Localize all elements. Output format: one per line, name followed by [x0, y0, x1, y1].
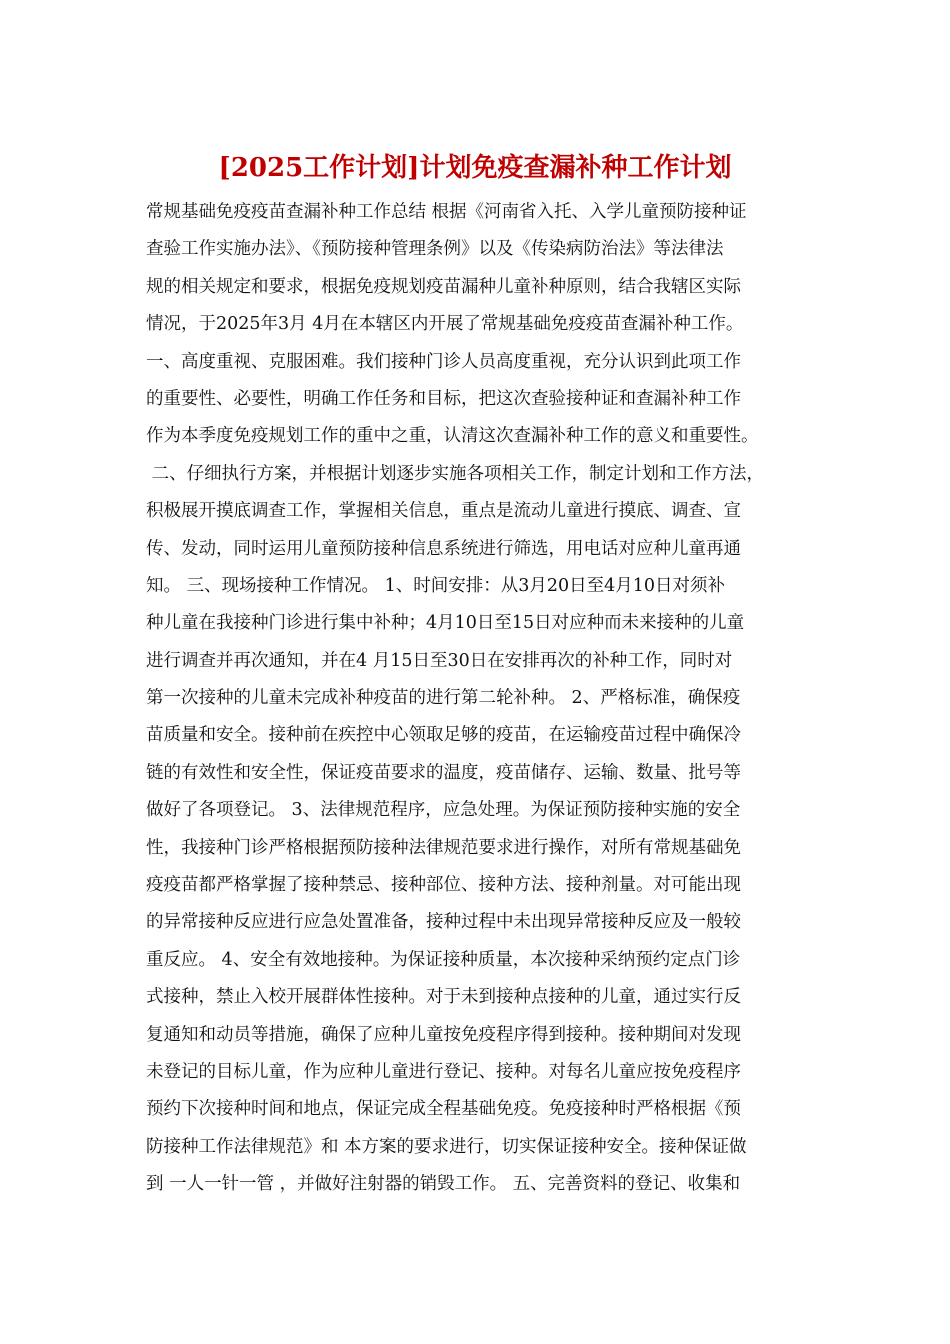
body-line: 的异常接种反应进行应急处置准备，接种过程中未出现异常接种反应及一般较 [146, 912, 741, 933]
body-line: 疫疫苗都严格掌握了接种禁忌、接种部位、接种方法、接种剂量。对可能出现 [146, 875, 741, 896]
body-line: 第一次接种的儿童未完成补种疫苗的进行第二轮补种。 2、严格标准，确保疫 [146, 688, 741, 709]
body-line: 做好了各项登记。 3、法律规范程序，应急处理。为保证预防接种实施的安全 [146, 800, 741, 821]
body-line: 作为本季度免疫规划工作的重中之重，认清这次查漏补种工作的意义和重要性。 [146, 426, 759, 447]
body-line: 复通知和动员等措施，确保了应种儿童按免疫程序得到接种。接种期间对发现 [146, 1024, 741, 1045]
body-line: 链的有效性和安全性，保证疫苗要求的温度，疫苗储存、运输、数量、批号等 [146, 762, 741, 783]
body-line: 到 一人一针一管 ，并做好注射器的销毁工作。 五、完善资料的登记、收集和 [146, 1174, 741, 1195]
body-line: 未登记的目标儿童，作为应种儿童进行登记、接种。对每名儿童应按免疫程序 [146, 1061, 741, 1082]
body-line: 性，我接种门诊严格根据预防接种法律规范要求进行操作，对所有常规基础免 [146, 837, 741, 858]
body-line: 知。 三、现场接种工作情况。 1、时间安排：从3月20日至4月10日对须补 [146, 575, 726, 596]
body-line: 式接种，禁止入校开展群体性接种。对于未到接种点接种的儿童，通过实行反 [146, 987, 741, 1008]
body-line: 进行调查并再次通知，并在4 月15日至30日在安排再次的补种工作，同时对 [146, 650, 733, 671]
body-line: 积极展开摸底调查工作，掌握相关信息，重点是流动儿童进行摸底、调查、宣 [146, 501, 741, 522]
body-line: 的重要性、必要性，明确工作任务和目标，把这次查验接种证和查漏补种工作 [146, 388, 741, 409]
body-line: 种儿童在我接种门诊进行集中补种；4月10日至15日对应种而未来接种的儿童 [146, 613, 745, 634]
document-title: [2025工作计划]计划免疫查漏补种工作计划 [218, 153, 732, 183]
body-line: 防接种工作法律规范》和 本方案的要求进行，切实保证接种安全。接种保证做 [146, 1136, 747, 1157]
body-line: 查验工作实施办法》、《预防接种管理条例》以及《传染病防治法》等法律法 [146, 239, 724, 260]
body-line: 二、仔细执行方案，并根据计划逐步实施各项相关工作，制定计划和工作方法， [146, 463, 765, 484]
body-line: 一、高度重视、克服困难。我们接种门诊人员高度重视，充分认识到此项工作 [146, 351, 741, 372]
body-line: 苗质量和安全。接种前在疾控中心领取足够的疫苗，在运输疫苗过程中确保冷 [146, 725, 741, 746]
body-line: 情况，于2025年3月 4月在本辖区内开展了常规基础免疫疫苗查漏补种工作。 [146, 314, 744, 335]
document-body [146, 194, 816, 1204]
body-line: 传、发动，同时运用儿童预防接种信息系统进行筛选，用电话对应种儿童再通 [146, 538, 741, 559]
body-line: 预约下次接种时间和地点，保证完成全程基础免疫。免疫接种时严格根据《预 [146, 1099, 741, 1120]
body-line: 规的相关规定和要求，根据免疫规划疫苗漏种儿童补种原则，结合我辖区实际 [146, 276, 741, 297]
body-line: 重反应。 4、安全有效地接种。为保证接种质量，本次接种采纳预约定点门诊 [146, 949, 741, 970]
body-line: 常规基础免疫疫苗查漏补种工作总结 根据《河南省入托、入学儿童预防接种证 [146, 202, 747, 222]
